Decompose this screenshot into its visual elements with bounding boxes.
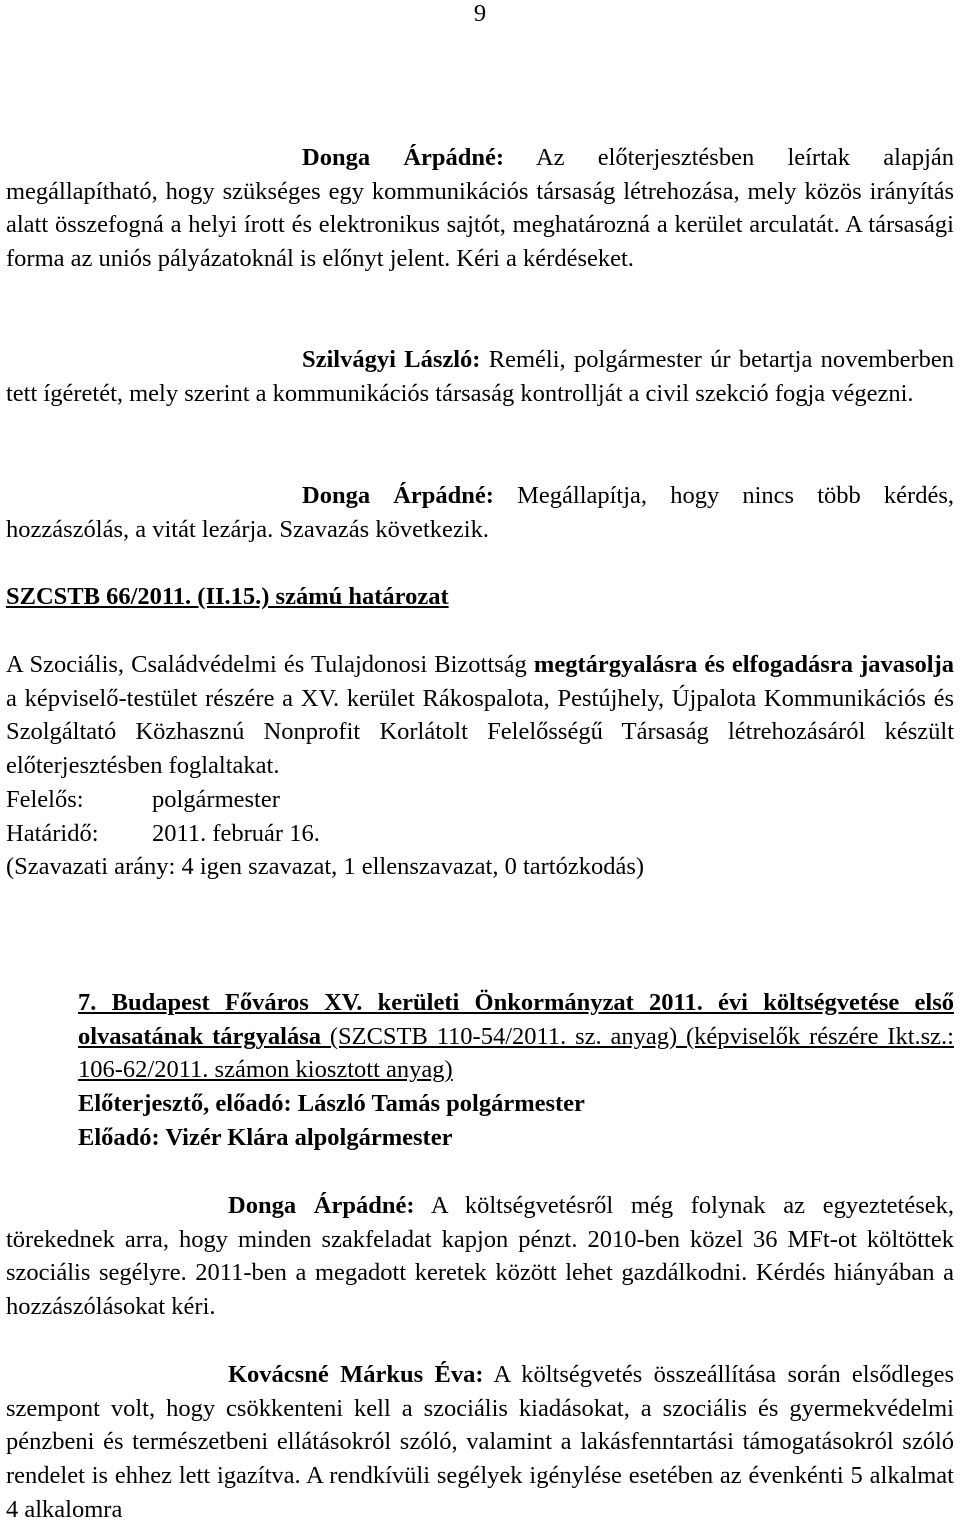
agenda-item-presenter: Előterjesztő, előadó: László Tamás polgármester [78, 1090, 585, 1118]
agenda-item-speaker: Előadó: Vizér Klára alpolgármester [78, 1123, 453, 1151]
page-number: 9 [473, 0, 487, 27]
deadline-label: Határidő: [6, 819, 99, 847]
paragraph-kovacsne [6, 1358, 954, 1527]
resolution-title-block [6, 580, 954, 614]
agenda-item-reference: (SZCSTB 110-54/2011. sz. anyag) (képviselők részére Ikt.sz.: 106-62/2011. számon kiosztott anyag) [78, 1022, 954, 1084]
resolution-text-a: A Szociális, Családvédelmi és Tulajdonosi Bizottság [6, 651, 534, 678]
paragraph-text: Reméli, polgármester úr betartja novemberben tett ígéretét, mely szerint a kommunikációs társaság kontrollját a civil szekció fogja végezni. [6, 346, 954, 407]
resolution-text-b: a képviselő-testület részére a XV. kerület Rákospalota, Pestújhely, Újpalota Kommunikációs és Szolgáltató Közhasznú Nonprofit Korlátolt Felelősségű Társaság létrehozásáról készült előterjesztésben foglaltakat. [6, 684, 954, 780]
paragraph-text: A költségvetés összeállítása során elsődleges szempont volt, hogy csökkenteni kell a szociális kiadásokat, a szociális és gyermekvédelmi pénzbeni és természetbeni ellátásokról szóló, valamint a lakásfenntartási támogatásokról szóló rendelet is ehhez lett igazítva. A rendkívüli segélyek igénylése esetében az évenkénti 5 alkalmat 4 alkalomra [6, 1361, 954, 1523]
responsible-label: Felelős: [6, 785, 84, 813]
paragraph-text: Az előterjesztésben leírtak alapján megállapítható, hogy szükséges egy kommunikációs társaság létrehozása, mely közös irányítás alatt összefogná a helyi írott és elektronikus sajtót, meghatározná a kerület arculatát. A társasági forma az uniós pályázatoknál is előnyt jelent. Kéri a kérdéseket. [6, 144, 955, 273]
vote-ratio: (Szavazati arány: 4 igen szavazat, 1 ellenszavazat, 0 tartózkodás) [6, 853, 645, 881]
speaker-name: Donga Árpádné: [302, 482, 494, 509]
speaker-name: Kovácsné Márkus Éva: [228, 1361, 484, 1388]
deadline-value: 2011. február 16. [152, 819, 320, 847]
paragraph-donga-1 [6, 141, 954, 276]
speaker-name: Szilvágyi László: [302, 346, 481, 373]
resolution-text-bold: megtárgyalásra és elfogadásra javasolja [533, 651, 954, 678]
paragraph-donga-3 [6, 1189, 954, 1324]
paragraph-szilvagyi [6, 343, 954, 410]
speaker-name: Donga Árpádné: [302, 144, 505, 171]
agenda-item-7 [78, 986, 954, 1155]
paragraph-text: A költségvetésről még folynak az egyeztetések, törekednek arra, hogy minden szakfeladat kapjon pénzt. 2010-ben közel 36 MFt-ot költöttek szociális segélyre. 2011-ben a megadott keretek között lehet gazdálkodni. Kérdés hiányában a hozzászólásokat kéri. [6, 1192, 955, 1321]
agenda-item-title: 7. Budapest Főváros XV. kerületi Önkormányzat 2011. évi költségvetése első olvasatának tárgyalása [78, 989, 954, 1050]
resolution-body [6, 648, 954, 884]
speaker-name: Donga Árpádné: [228, 1192, 415, 1219]
resolution-title: SZCSTB 66/2011. (II.15.) számú határozat [6, 583, 449, 610]
paragraph-text: Megállapítja, hogy nincs több kérdés, hozzászólás, a vitát lezárja. Szavazás következik. [6, 482, 955, 543]
responsible-value: polgármester [152, 785, 280, 813]
paragraph-donga-2 [6, 479, 954, 546]
